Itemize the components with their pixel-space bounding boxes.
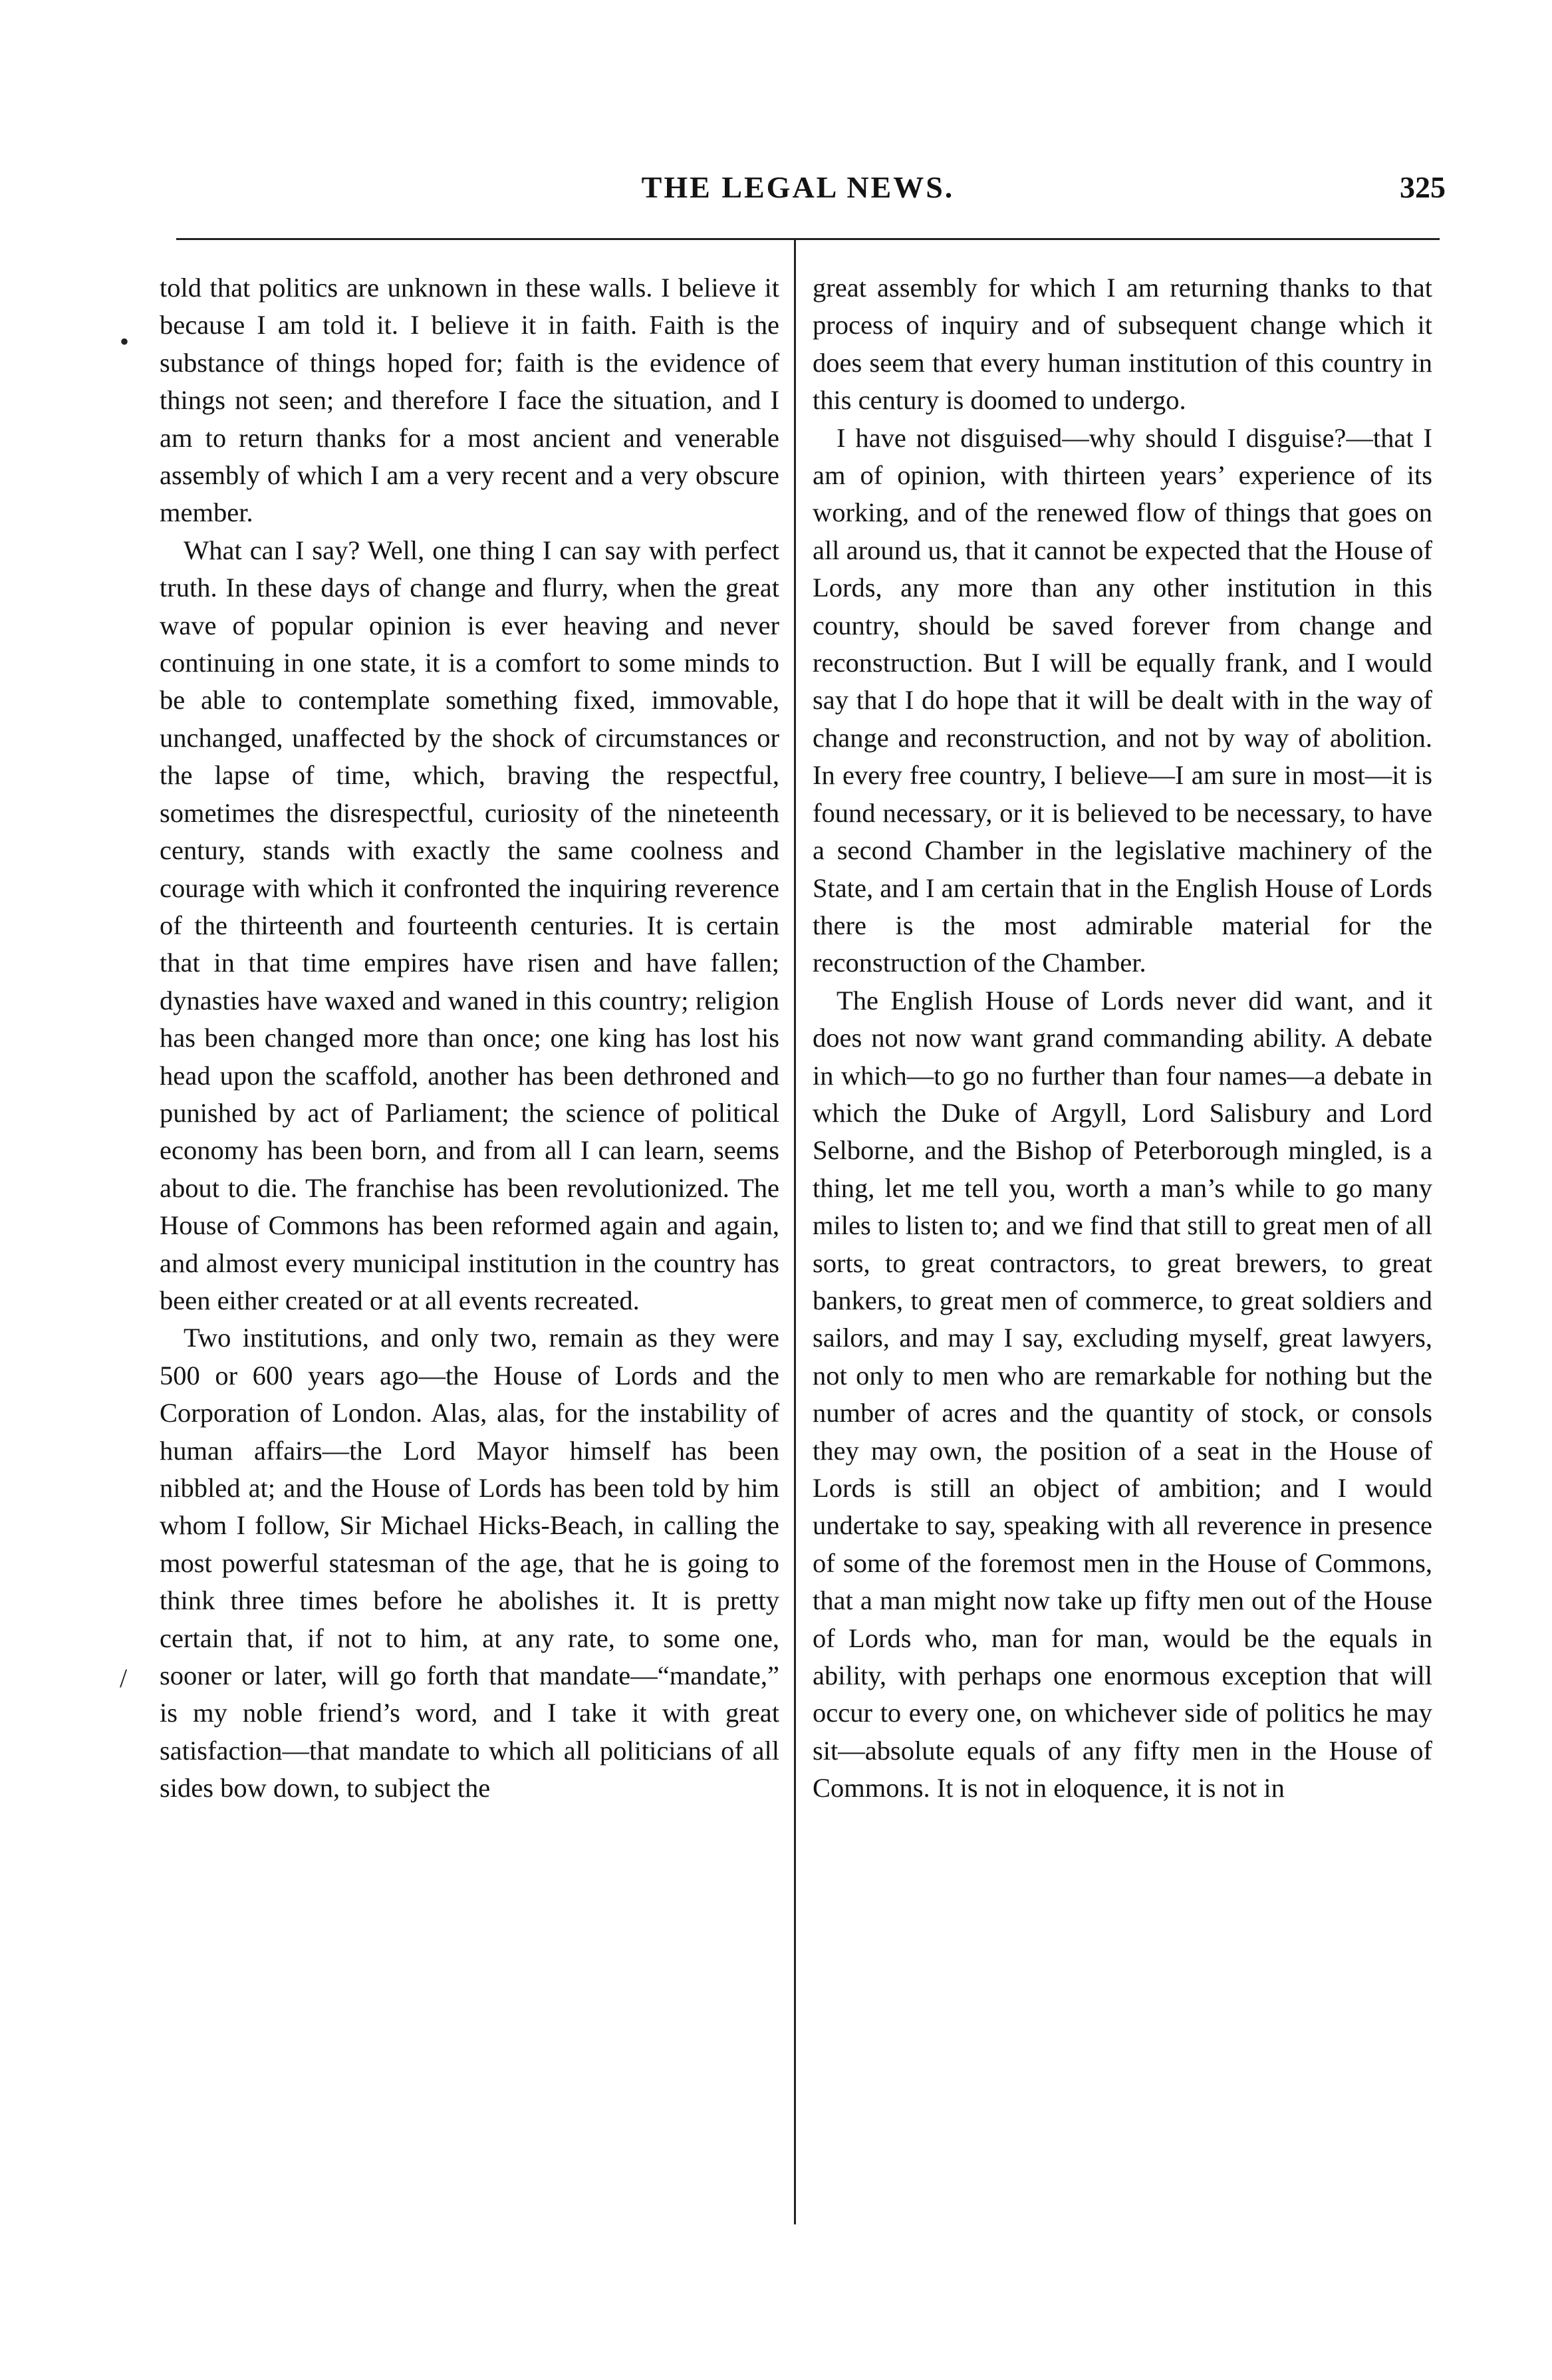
right-paragraph-1: great assembly for which I am returning thanks to that process of inquiry and of subsequent change which it does seem that every human institution of this country in this century is doomed to undergo. [813,273,1432,416]
right-paragraph-2: I have not disguised—why should I disguise?—that I am of opinion, with thirteen years’ experience of its working, and of the renewed flow of things that goes on all around us, that it cannot be expected that the House of Lords, any more than any other institution in this country, should be saved forever from change and reconstruction. But I will be equally frank, and I would say that I do hope that it will be dealt with in the way of change and reconstruction, and not by way of abolition. In every free country, I believe—I am sure in most—it is found necessary, or it is believed to be necessary, to have a second Chamber in the legislative machinery of the State, and I am certain that in the English House of Lords there is the most admirable material for the reconstruction of the Chamber. [813,422,1432,978]
margin-mark-dot: • [120,327,130,356]
column-divider [794,239,796,2224]
header-rule [176,238,1440,240]
right-column [813,269,1432,1807]
margin-mark-slash: / [120,1663,128,1693]
left-column [160,269,779,1807]
left-paragraph-3: Two institutions, and only two, remain as they were 500 or 600 years ago—the House of Lords and the Corporation of London. Alas, alas, for the instability of human affairs—the Lord Mayor himself has been nibbled at; and the House of Lords has been told by him whom I follow, Sir Michael Hicks-Beach, in calling the most powerful statesman of the age, that he is going to think three times before he abolishes it. It is pretty certain that, if not to him, at any rate, to some one, sooner or later, will go forth that mandate—“mandate,” is my noble friend’s word, and I take it with great satisfaction—that mandate to which all politicians of all sides bow down, to subject the [160,1323,779,1803]
left-paragraph-2: What can I say? Well, one thing I can say with perfect truth. In these days of change and flurry, when the great wave of popular opinion is ever heaving and never continuing in one state, it is a comfort to some minds to be able to contemplate something fixed, immovable, unchanged, unaffected by the shock of circumstances or the lapse of time, which, braving the respectful, sometimes the disrespectful, curiosity of the nineteenth century, stands with exactly the same coolness and courage with which it confronted the inquiring reverence of the thirteenth and fourteenth centuries. It is certain that in that time empires have risen and have fallen; dynasties have waxed and waned in this country; religion has been changed more than once; one king has lost his head upon the scaffold, another has been dethroned and punished by act of Parliament; the science of political economy has been born, and from all I can learn, seems about to die. The franchise has been revolutionized. The House of Commons has been reformed again and again, and almost every municipal institution in the country has been either created or at all events recreated. [160,535,779,1315]
page-header-title: THE LEGAL NEWS. [641,170,955,204]
left-paragraph-1: told that politics are unknown in these walls. I believe it because I am told it. I believe it in faith. Faith is the substance of things hoped for; faith is the evidence of things not seen; and therefore I face the situation, and I am to return thanks for a most ancient and venerable assembly of which I am a very recent and a very obscure member. [160,273,779,528]
right-paragraph-3: The English House of Lords never did want, and it does not now want grand commanding ability. A debate in which—to go no further than four names—a debate in which the Duke of Argyll, Lord Salisbury and Lord Selborne, and the Bishop of Peterborough mingled, is a thing, let me tell you, worth a man’s while to go many miles to listen to; and we find that still to great men of all sorts, to great contractors, to great brewers, to great bankers, to great men of commerce, to great soldiers and sailors, and may I say, excluding myself, great lawyers, not only to men who are remarkable for nothing but the number of acres and the quantity of stock, or consols they may own, the position of a seat in the House of Lords is still an object of ambition; and I would undertake to say, speaking with all reverence in presence of some of the foremost men in the House of Commons, that a man might now take up fifty men out of the House of Lords who, man for man, would be the equals in ability, with perhaps one enormous exception that will occur to every one, on whichever side of politics he may sit—absolute equals of any fifty men in the House of Commons. It is not in eloquence, it is not in [813,985,1432,1803]
page-number: 325 [1400,170,1446,204]
